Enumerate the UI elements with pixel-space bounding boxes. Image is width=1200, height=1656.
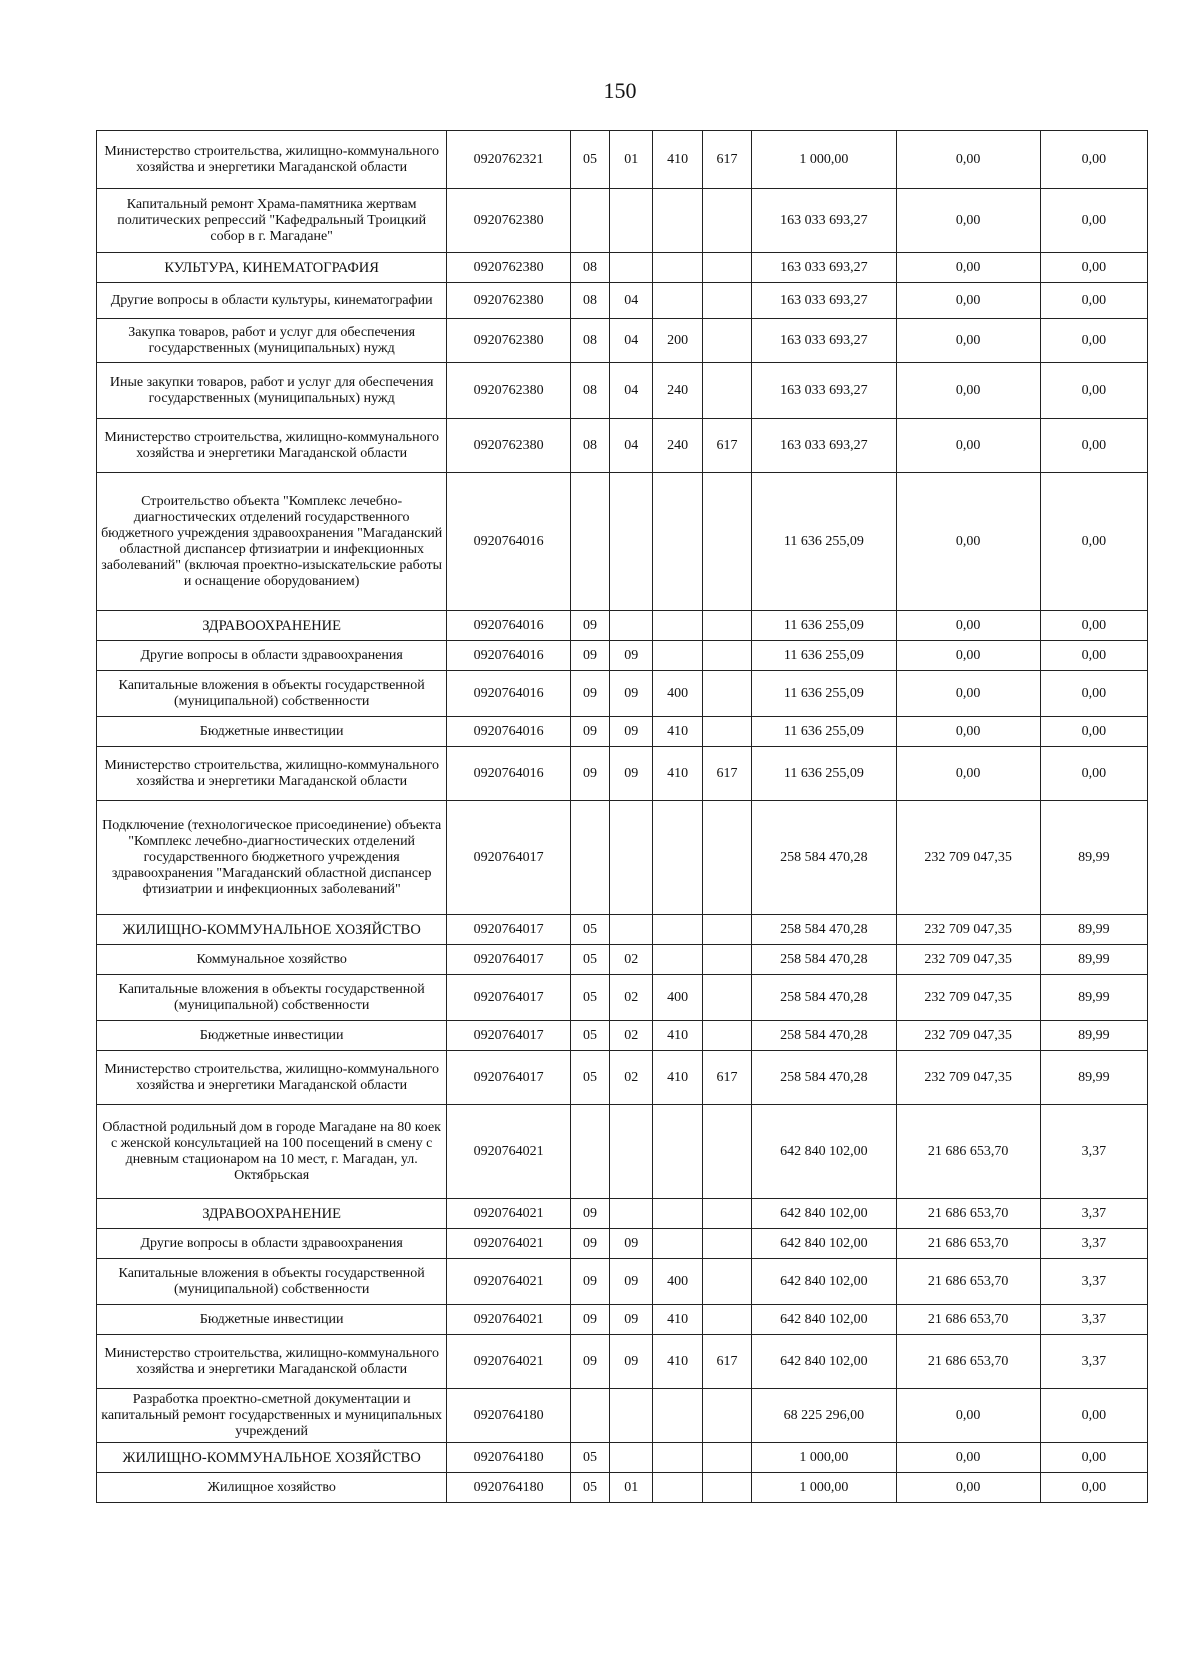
administrator-code-cell (702, 1305, 751, 1335)
target-article-code-cell: 0920764016 (447, 717, 571, 747)
executed-amount-cell: 21 686 653,70 (896, 1305, 1040, 1335)
planned-amount-cell: 258 584 470,28 (752, 945, 896, 975)
subsection-code-cell: 04 (610, 363, 653, 419)
subsection-code-cell: 09 (610, 717, 653, 747)
table-row (97, 363, 1148, 419)
planned-amount-cell: 1 000,00 (752, 1443, 896, 1473)
target-article-code-cell: 0920762321 (447, 131, 571, 189)
row-name-cell: Закупка товаров, работ и услуг для обеспечения государственных (муниципальных) нужд (97, 319, 447, 363)
row-name-cell: Строительство объекта "Комплекс лечебно-диагностических отделений государственного бюджетного учреждения здравоохранения "Магаданский областной диспансер фтизиатрии и инфекционных заболеваний" (включая проектно-изыскательские работы и оснащение оборудованием) (97, 473, 447, 611)
planned-amount-cell: 258 584 470,28 (752, 1051, 896, 1105)
administrator-code-cell (702, 915, 751, 945)
table-row (97, 1051, 1148, 1105)
executed-amount-cell: 0,00 (896, 1443, 1040, 1473)
row-name-cell: Другие вопросы в области здравоохранения (97, 641, 447, 671)
subsection-code-cell: 02 (610, 1021, 653, 1051)
subsection-code-cell: 04 (610, 319, 653, 363)
expense-type-code-cell: 400 (653, 671, 702, 717)
expense-type-code-cell (653, 915, 702, 945)
target-article-code-cell: 0920764016 (447, 671, 571, 717)
administrator-code-cell (702, 319, 751, 363)
administrator-code-cell (702, 671, 751, 717)
section-code-cell: 09 (570, 1259, 609, 1305)
executed-amount-cell: 232 709 047,35 (896, 1051, 1040, 1105)
row-name-cell: Коммунальное хозяйство (97, 945, 447, 975)
target-article-code-cell: 0920764017 (447, 1021, 571, 1051)
executed-amount-cell: 0,00 (896, 717, 1040, 747)
section-code-cell: 09 (570, 717, 609, 747)
section-code-cell: 05 (570, 1443, 609, 1473)
execution-percent-cell: 3,37 (1040, 1199, 1147, 1229)
execution-percent-cell: 89,99 (1040, 945, 1147, 975)
table-row (97, 253, 1148, 283)
subsection-code-cell: 09 (610, 1259, 653, 1305)
expense-type-code-cell: 400 (653, 1259, 702, 1305)
expense-type-code-cell: 200 (653, 319, 702, 363)
administrator-code-cell (702, 641, 751, 671)
executed-amount-cell: 0,00 (896, 641, 1040, 671)
planned-amount-cell: 642 840 102,00 (752, 1105, 896, 1199)
table-row (97, 641, 1148, 671)
row-name-cell: Бюджетные инвестиции (97, 717, 447, 747)
subsection-code-cell (610, 801, 653, 915)
execution-percent-cell: 3,37 (1040, 1259, 1147, 1305)
expense-type-code-cell: 240 (653, 419, 702, 473)
row-name-cell: Министерство строительства, жилищно-коммунального хозяйства и энергетики Магаданской области (97, 1335, 447, 1389)
subsection-code-cell (610, 1443, 653, 1473)
section-code-cell: 09 (570, 641, 609, 671)
table-row (97, 319, 1148, 363)
execution-percent-cell: 0,00 (1040, 611, 1147, 641)
row-name-cell: Другие вопросы в области культуры, кинематографии (97, 283, 447, 319)
row-name-cell: Подключение (технологическое присоединение) объекта "Комплекс лечебно-диагностических отделений государственного бюджетного учреждения здравоохранения "Магаданский областной диспансер фтизиатрии и инфекционных заболеваний" (97, 801, 447, 915)
execution-percent-cell: 3,37 (1040, 1229, 1147, 1259)
administrator-code-cell (702, 1105, 751, 1199)
execution-percent-cell: 89,99 (1040, 1051, 1147, 1105)
executed-amount-cell: 0,00 (896, 419, 1040, 473)
table-row (97, 747, 1148, 801)
executed-amount-cell: 0,00 (896, 253, 1040, 283)
execution-percent-cell: 0,00 (1040, 1443, 1147, 1473)
target-article-code-cell: 0920764017 (447, 945, 571, 975)
table-row (97, 1021, 1148, 1051)
administrator-code-cell (702, 1259, 751, 1305)
row-name-cell: Иные закупки товаров, работ и услуг для обеспечения государственных (муниципальных) нужд (97, 363, 447, 419)
section-code-cell: 09 (570, 611, 609, 641)
administrator-code-cell (702, 189, 751, 253)
target-article-code-cell: 0920764021 (447, 1105, 571, 1199)
administrator-code-cell: 617 (702, 747, 751, 801)
section-code-cell: 08 (570, 319, 609, 363)
executed-amount-cell: 232 709 047,35 (896, 945, 1040, 975)
expense-type-code-cell: 410 (653, 1335, 702, 1389)
executed-amount-cell: 21 686 653,70 (896, 1229, 1040, 1259)
execution-percent-cell: 0,00 (1040, 1473, 1147, 1503)
section-code-cell: 09 (570, 1229, 609, 1259)
subsection-code-cell: 04 (610, 283, 653, 319)
row-name-cell: Капитальные вложения в объекты государственной (муниципальной) собственности (97, 1259, 447, 1305)
target-article-code-cell: 0920764017 (447, 801, 571, 915)
subsection-code-cell (610, 1389, 653, 1443)
planned-amount-cell: 642 840 102,00 (752, 1199, 896, 1229)
executed-amount-cell: 0,00 (896, 473, 1040, 611)
section-code-cell: 05 (570, 1021, 609, 1051)
table-row (97, 1259, 1148, 1305)
administrator-code-cell: 617 (702, 131, 751, 189)
table-row (97, 1443, 1148, 1473)
table-row (97, 1199, 1148, 1229)
target-article-code-cell: 0920764180 (447, 1443, 571, 1473)
planned-amount-cell: 11 636 255,09 (752, 641, 896, 671)
expense-type-code-cell (653, 1473, 702, 1503)
section-code-cell: 08 (570, 283, 609, 319)
administrator-code-cell (702, 975, 751, 1021)
planned-amount-cell: 258 584 470,28 (752, 801, 896, 915)
row-name-cell: Жилищное хозяйство (97, 1473, 447, 1503)
section-code-cell: 05 (570, 131, 609, 189)
table-row (97, 131, 1148, 189)
execution-percent-cell: 0,00 (1040, 671, 1147, 717)
subsection-code-cell: 09 (610, 1335, 653, 1389)
administrator-code-cell (702, 363, 751, 419)
target-article-code-cell: 0920764017 (447, 915, 571, 945)
planned-amount-cell: 642 840 102,00 (752, 1335, 896, 1389)
section-code-cell: 09 (570, 1199, 609, 1229)
section-code-cell: 09 (570, 1305, 609, 1335)
subsection-code-cell: 09 (610, 1305, 653, 1335)
expense-type-code-cell: 240 (653, 363, 702, 419)
planned-amount-cell: 163 033 693,27 (752, 363, 896, 419)
expense-type-code-cell (653, 1443, 702, 1473)
expense-type-code-cell (653, 253, 702, 283)
execution-percent-cell: 0,00 (1040, 253, 1147, 283)
target-article-code-cell: 0920764021 (447, 1199, 571, 1229)
table-row (97, 1473, 1148, 1503)
planned-amount-cell: 258 584 470,28 (752, 1021, 896, 1051)
target-article-code-cell: 0920764017 (447, 1051, 571, 1105)
row-name-cell: Областной родильный дом в городе Магадане на 80 коек с женской консультацией на 100 посещений в смену с дневным стационаром на 10 мест, г. Магадан, ул. Октябрьская (97, 1105, 447, 1199)
section-code-cell (570, 189, 609, 253)
execution-percent-cell: 3,37 (1040, 1105, 1147, 1199)
expense-type-code-cell (653, 945, 702, 975)
target-article-code-cell: 0920764021 (447, 1305, 571, 1335)
administrator-code-cell: 617 (702, 419, 751, 473)
section-code-cell: 08 (570, 419, 609, 473)
target-article-code-cell: 0920764016 (447, 473, 571, 611)
administrator-code-cell (702, 283, 751, 319)
expense-type-code-cell: 410 (653, 1021, 702, 1051)
target-article-code-cell: 0920762380 (447, 319, 571, 363)
section-code-cell: 05 (570, 1473, 609, 1503)
subsection-code-cell: 09 (610, 671, 653, 717)
row-name-cell: Капитальные вложения в объекты государственной (муниципальной) собственности (97, 671, 447, 717)
subsection-code-cell: 01 (610, 131, 653, 189)
administrator-code-cell: 617 (702, 1335, 751, 1389)
row-name-cell: ЗДРАВООХРАНЕНИЕ (97, 1199, 447, 1229)
target-article-code-cell: 0920762380 (447, 363, 571, 419)
expense-type-code-cell (653, 641, 702, 671)
executed-amount-cell: 232 709 047,35 (896, 1021, 1040, 1051)
administrator-code-cell (702, 1473, 751, 1503)
subsection-code-cell (610, 253, 653, 283)
administrator-code-cell (702, 1443, 751, 1473)
administrator-code-cell (702, 1021, 751, 1051)
table-body (97, 131, 1148, 1503)
planned-amount-cell: 642 840 102,00 (752, 1305, 896, 1335)
target-article-code-cell: 0920764180 (447, 1473, 571, 1503)
subsection-code-cell: 01 (610, 1473, 653, 1503)
executed-amount-cell: 0,00 (896, 319, 1040, 363)
expense-type-code-cell (653, 1105, 702, 1199)
row-name-cell: Капитальные вложения в объекты государственной (муниципальной) собственности (97, 975, 447, 1021)
executed-amount-cell: 21 686 653,70 (896, 1259, 1040, 1305)
execution-percent-cell: 0,00 (1040, 1389, 1147, 1443)
planned-amount-cell: 1 000,00 (752, 1473, 896, 1503)
target-article-code-cell: 0920764016 (447, 611, 571, 641)
target-article-code-cell: 0920764016 (447, 747, 571, 801)
execution-percent-cell: 0,00 (1040, 131, 1147, 189)
row-name-cell: Министерство строительства, жилищно-коммунального хозяйства и энергетики Магаданской области (97, 419, 447, 473)
target-article-code-cell: 0920764017 (447, 975, 571, 1021)
planned-amount-cell: 11 636 255,09 (752, 747, 896, 801)
expense-type-code-cell: 410 (653, 131, 702, 189)
table-row (97, 419, 1148, 473)
execution-percent-cell: 0,00 (1040, 747, 1147, 801)
planned-amount-cell: 163 033 693,27 (752, 189, 896, 253)
row-name-cell: Министерство строительства, жилищно-коммунального хозяйства и энергетики Магаданской области (97, 747, 447, 801)
target-article-code-cell: 0920764180 (447, 1389, 571, 1443)
executed-amount-cell: 232 709 047,35 (896, 915, 1040, 945)
row-name-cell: Министерство строительства, жилищно-коммунального хозяйства и энергетики Магаданской области (97, 1051, 447, 1105)
subsection-code-cell: 02 (610, 975, 653, 1021)
row-name-cell: Бюджетные инвестиции (97, 1305, 447, 1335)
section-code-cell: 09 (570, 1335, 609, 1389)
expense-type-code-cell (653, 473, 702, 611)
executed-amount-cell: 0,00 (896, 189, 1040, 253)
table-row (97, 717, 1148, 747)
administrator-code-cell (702, 717, 751, 747)
administrator-code-cell (702, 253, 751, 283)
administrator-code-cell: 617 (702, 1051, 751, 1105)
executed-amount-cell: 0,00 (896, 611, 1040, 641)
subsection-code-cell: 04 (610, 419, 653, 473)
expense-type-code-cell: 410 (653, 747, 702, 801)
row-name-cell: Другие вопросы в области здравоохранения (97, 1229, 447, 1259)
row-name-cell: Бюджетные инвестиции (97, 1021, 447, 1051)
executed-amount-cell: 0,00 (896, 671, 1040, 717)
table-row (97, 671, 1148, 717)
section-code-cell: 08 (570, 363, 609, 419)
planned-amount-cell: 258 584 470,28 (752, 915, 896, 945)
subsection-code-cell: 09 (610, 1229, 653, 1259)
target-article-code-cell: 0920764016 (447, 641, 571, 671)
section-code-cell: 05 (570, 945, 609, 975)
table-row (97, 945, 1148, 975)
planned-amount-cell: 1 000,00 (752, 131, 896, 189)
table-row (97, 1305, 1148, 1335)
table-row (97, 283, 1148, 319)
execution-percent-cell: 3,37 (1040, 1305, 1147, 1335)
row-name-cell: ЗДРАВООХРАНЕНИЕ (97, 611, 447, 641)
execution-percent-cell: 0,00 (1040, 419, 1147, 473)
table-row (97, 975, 1148, 1021)
execution-percent-cell: 0,00 (1040, 641, 1147, 671)
executed-amount-cell: 232 709 047,35 (896, 801, 1040, 915)
administrator-code-cell (702, 801, 751, 915)
execution-percent-cell: 89,99 (1040, 915, 1147, 945)
subsection-code-cell: 02 (610, 1051, 653, 1105)
row-name-cell: ЖИЛИЩНО-КОММУНАЛЬНОЕ ХОЗЯЙСТВО (97, 915, 447, 945)
execution-percent-cell: 0,00 (1040, 717, 1147, 747)
table-row (97, 1335, 1148, 1389)
table-row (97, 1229, 1148, 1259)
section-code-cell: 08 (570, 253, 609, 283)
subsection-code-cell: 02 (610, 945, 653, 975)
executed-amount-cell: 0,00 (896, 1473, 1040, 1503)
execution-percent-cell: 89,99 (1040, 801, 1147, 915)
target-article-code-cell: 0920764021 (447, 1335, 571, 1389)
administrator-code-cell (702, 611, 751, 641)
planned-amount-cell: 163 033 693,27 (752, 253, 896, 283)
planned-amount-cell: 11 636 255,09 (752, 717, 896, 747)
target-article-code-cell: 0920764021 (447, 1259, 571, 1305)
table-row (97, 473, 1148, 611)
table-row (97, 1105, 1148, 1199)
table-row (97, 915, 1148, 945)
planned-amount-cell: 163 033 693,27 (752, 283, 896, 319)
executed-amount-cell: 0,00 (896, 363, 1040, 419)
execution-percent-cell: 0,00 (1040, 189, 1147, 253)
section-code-cell: 05 (570, 915, 609, 945)
planned-amount-cell: 163 033 693,27 (752, 419, 896, 473)
execution-percent-cell: 0,00 (1040, 319, 1147, 363)
expense-type-code-cell (653, 611, 702, 641)
planned-amount-cell: 11 636 255,09 (752, 671, 896, 717)
administrator-code-cell (702, 945, 751, 975)
section-code-cell: 05 (570, 1051, 609, 1105)
expense-type-code-cell (653, 189, 702, 253)
row-name-cell: Капитальный ремонт Храма-памятника жертвам политических репрессий "Кафедральный Троицкий собор в г. Магадане" (97, 189, 447, 253)
row-name-cell: ЖИЛИЩНО-КОММУНАЛЬНОЕ ХОЗЯЙСТВО (97, 1443, 447, 1473)
target-article-code-cell: 0920762380 (447, 283, 571, 319)
administrator-code-cell (702, 1199, 751, 1229)
table-row (97, 611, 1148, 641)
administrator-code-cell (702, 1229, 751, 1259)
section-code-cell (570, 473, 609, 611)
expense-type-code-cell (653, 1389, 702, 1443)
planned-amount-cell: 258 584 470,28 (752, 975, 896, 1021)
planned-amount-cell: 11 636 255,09 (752, 611, 896, 641)
subsection-code-cell (610, 189, 653, 253)
subsection-code-cell (610, 473, 653, 611)
page-number: 150 (603, 78, 637, 103)
execution-percent-cell: 89,99 (1040, 975, 1147, 1021)
expense-type-code-cell: 410 (653, 717, 702, 747)
executed-amount-cell: 21 686 653,70 (896, 1199, 1040, 1229)
planned-amount-cell: 163 033 693,27 (752, 319, 896, 363)
subsection-code-cell (610, 1105, 653, 1199)
executed-amount-cell: 21 686 653,70 (896, 1105, 1040, 1199)
subsection-code-cell (610, 915, 653, 945)
expense-type-code-cell (653, 801, 702, 915)
executed-amount-cell: 0,00 (896, 1389, 1040, 1443)
expense-type-code-cell: 400 (653, 975, 702, 1021)
subsection-code-cell: 09 (610, 747, 653, 801)
row-name-cell: Министерство строительства, жилищно-коммунального хозяйства и энергетики Магаданской области (97, 131, 447, 189)
administrator-code-cell (702, 1389, 751, 1443)
target-article-code-cell: 0920762380 (447, 253, 571, 283)
executed-amount-cell: 0,00 (896, 131, 1040, 189)
section-code-cell (570, 1389, 609, 1443)
row-name-cell: КУЛЬТУРА, КИНЕМАТОГРАФИЯ (97, 253, 447, 283)
section-code-cell: 09 (570, 671, 609, 717)
execution-percent-cell: 0,00 (1040, 473, 1147, 611)
row-name-cell: Разработка проектно-сметной документации и капитальный ремонт государственных и муниципальных учреждений (97, 1389, 447, 1443)
executed-amount-cell: 0,00 (896, 747, 1040, 801)
execution-percent-cell: 0,00 (1040, 363, 1147, 419)
expense-type-code-cell: 410 (653, 1305, 702, 1335)
section-code-cell: 05 (570, 975, 609, 1021)
subsection-code-cell (610, 1199, 653, 1229)
planned-amount-cell: 11 636 255,09 (752, 473, 896, 611)
execution-percent-cell: 89,99 (1040, 1021, 1147, 1051)
section-code-cell (570, 1105, 609, 1199)
subsection-code-cell: 09 (610, 641, 653, 671)
subsection-code-cell (610, 611, 653, 641)
expense-type-code-cell (653, 283, 702, 319)
execution-percent-cell: 0,00 (1040, 283, 1147, 319)
executed-amount-cell: 21 686 653,70 (896, 1335, 1040, 1389)
execution-percent-cell: 3,37 (1040, 1335, 1147, 1389)
target-article-code-cell: 0920764021 (447, 1229, 571, 1259)
table-row (97, 1389, 1148, 1443)
section-code-cell: 09 (570, 747, 609, 801)
target-article-code-cell: 0920762380 (447, 189, 571, 253)
planned-amount-cell: 642 840 102,00 (752, 1229, 896, 1259)
table-row (97, 801, 1148, 915)
section-code-cell (570, 801, 609, 915)
executed-amount-cell: 232 709 047,35 (896, 975, 1040, 1021)
budget-table (96, 130, 1148, 1503)
expense-type-code-cell: 410 (653, 1051, 702, 1105)
table-row (97, 189, 1148, 253)
expense-type-code-cell (653, 1199, 702, 1229)
executed-amount-cell: 0,00 (896, 283, 1040, 319)
expense-type-code-cell (653, 1229, 702, 1259)
planned-amount-cell: 642 840 102,00 (752, 1259, 896, 1305)
target-article-code-cell: 0920762380 (447, 419, 571, 473)
planned-amount-cell: 68 225 296,00 (752, 1389, 896, 1443)
administrator-code-cell (702, 473, 751, 611)
